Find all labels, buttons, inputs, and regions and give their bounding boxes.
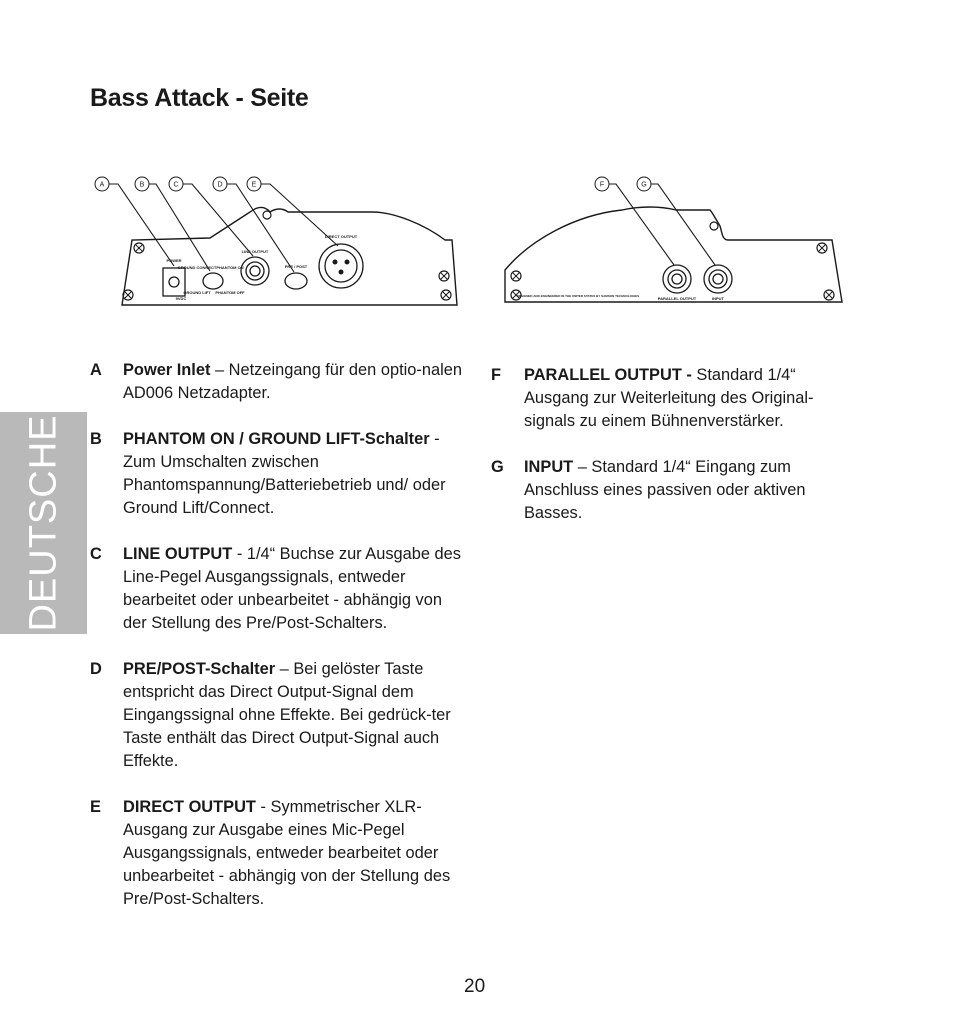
entry-term: PARALLEL OUTPUT -	[524, 366, 692, 384]
pre-post-switch	[285, 273, 307, 289]
line-output-jack	[241, 257, 269, 285]
input-jack	[704, 265, 732, 293]
entry-letter: E	[90, 798, 101, 816]
entry-letter: A	[90, 361, 102, 379]
entry-d	[90, 658, 470, 773]
callout-e-label: E	[251, 181, 257, 189]
callout-a-label: A	[99, 181, 105, 189]
parallel-output-jack	[663, 265, 691, 293]
left-panel-outline	[122, 208, 457, 306]
callout-f-label: F	[599, 181, 605, 189]
pre-post-label: PRE / POST	[284, 264, 308, 269]
screw-icon	[263, 211, 271, 219]
entry-letter: F	[491, 366, 502, 384]
entry-a	[90, 359, 470, 405]
device-diagram	[0, 0, 954, 340]
entry-letter: B	[90, 430, 102, 448]
callout-d-label: D	[217, 181, 223, 189]
entry-term: DIRECT OUTPUT	[123, 798, 256, 816]
entry-letter: C	[90, 545, 102, 563]
entry-term: INPUT	[524, 458, 574, 476]
line-output-label: LINE OUTPUT	[241, 249, 269, 254]
language-label: DEUTSCHE	[22, 414, 64, 632]
callout-b-label: B	[139, 181, 145, 189]
entry-term: Power Inlet	[123, 361, 211, 379]
entry-text: – Bei gelöster Taste entspricht das Direct Output-Signal dem Eingangssignal ohne Effekte. Bei gedrück-ter Taste enthält das Direct Output-Signal auch Effekte.	[123, 660, 451, 770]
ground-phantom-switch	[203, 273, 223, 289]
entry-term: PRE/POST-Schalter	[123, 660, 276, 678]
fine-print: DESIGNED AND ENGINEERED IN THE UNITED STATES BY SAMSON TECHNOLOGIES	[516, 294, 640, 298]
entry-b	[90, 428, 470, 520]
power-inlet-jack	[163, 268, 185, 296]
ground-lift-label: GROUND LIFT	[183, 290, 211, 295]
entry-e	[90, 796, 470, 911]
entry-text: – Standard 1/4“ Eingang zum Anschluss eines passiven oder aktiven Basses.	[524, 458, 806, 522]
entry-text: Standard 1/4“ Ausgang zur Weiterleitung des Original-signals zu einem Bühnenverstärker.	[524, 366, 814, 430]
entry-text: - Zum Umschalten zwischen Phantomspannung/Batteriebetrieb und/ oder Ground Lift/Connect.	[123, 430, 446, 517]
entry-term: LINE OUTPUT	[123, 545, 233, 563]
entry-text: - Symmetrischer XLR-Ausgang zur Ausgabe eines Mic-Pegel Ausgangssignals, entweder bearbeitet oder unbearbeitet - abhängig von der Stellung des Pre/Post-Schalters.	[123, 798, 451, 908]
entry-c	[90, 543, 470, 635]
entry-letter: G	[491, 458, 504, 476]
entry-term: PHANTOM ON / GROUND LIFT-Schalter	[123, 430, 430, 448]
phantom-off-label: PHANTOM OFF	[215, 290, 245, 295]
entry-text: – Netzeingang für den optio-nalen AD006 Netzadapter.	[123, 361, 462, 402]
entry-g	[491, 456, 861, 525]
screw-icon	[710, 222, 718, 230]
voltage-label: 9VDC	[175, 296, 187, 301]
ground-connect-label: GROUND CONNECT	[177, 265, 217, 270]
page-number: 20	[464, 976, 486, 997]
language-side-tab	[0, 412, 87, 634]
page-title: Bass Attack - Seite	[90, 84, 309, 112]
entry-letter: D	[90, 660, 102, 678]
description-column-right	[491, 364, 861, 548]
power-label: POWER	[166, 258, 182, 263]
callout-c-label: C	[173, 181, 179, 189]
parallel-output-label: PARALLEL OUTPUT	[657, 296, 697, 301]
input-label: INPUT	[712, 296, 724, 301]
direct-output-label: DIRECT OUTPUT	[324, 234, 358, 239]
callout-g-label: G	[641, 181, 647, 189]
phantom-on-label: PHANTOM ON	[216, 265, 244, 270]
entry-text: - 1/4“ Buchse zur Ausgabe des Line-Pegel Ausgangssignals, entweder bearbeitet oder unbearbeitet - abhängig von der Stellung des Pre/Post-Schalters.	[123, 545, 461, 632]
entry-f	[491, 364, 861, 433]
description-column-left	[90, 359, 470, 934]
